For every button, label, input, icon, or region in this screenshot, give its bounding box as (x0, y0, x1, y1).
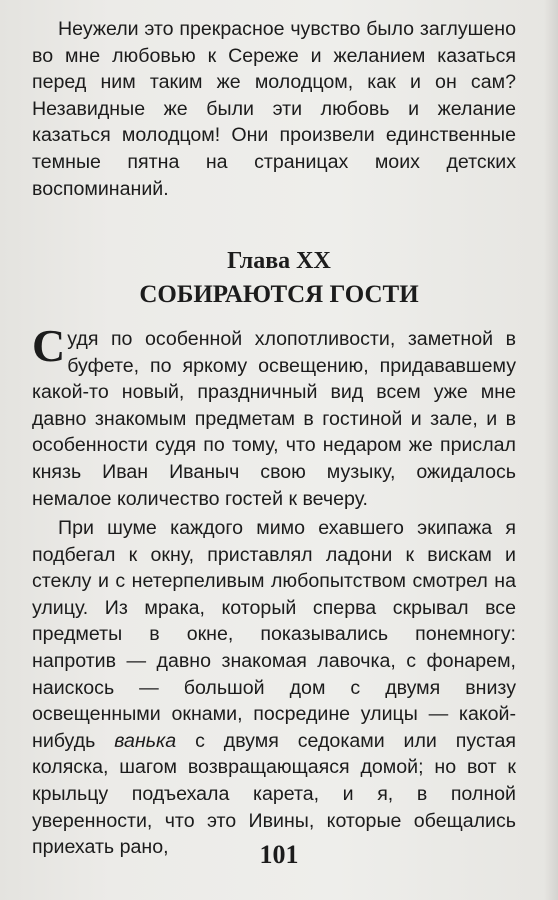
paragraph-2 (32, 320, 516, 512)
page-edge-shadow (544, 0, 558, 900)
paragraph-3-text-start: При шуме каждого мимо ехавшего экипажа я подбегал к окну, приставлял ладони к вискам и стеклу и с нетерпеливым любопытством смотрел на улицу. Из мрака, который сперва скрывал все предметы в окне, показывались понемногу: напротив — давно знакомая лавочка, с фонарем, наискось — большой дом с двумя внизу освещенными окнами, посредине улицы — какой-нибудь (32, 517, 516, 752)
paragraph-1: Неужели это прекрасное чувство было заглушено во мне любовью к Сереже и желанием казаться перед ним таким же молодцом, как и он сам? Незавидные же были эти любовь и желание казаться молодцом! Они произвели единственные темные пятна на страницах моих детских воспоминаний. (32, 18, 516, 200)
chapter-title: СОБИРАЮТСЯ ГОСТИ (139, 281, 419, 308)
italic-word: ванька (114, 729, 177, 752)
chapter-number: Глава XX (227, 248, 331, 274)
page-number: 101 (259, 840, 299, 869)
paragraph-3 (32, 515, 516, 861)
paragraph-3-text-end: с двумя седоками или пустая коляска, шагом возвращающаяся домой; но вот к крыльцу подъехала карета, и я, в полной уверенности, что это Ивины, которые обещались приехать рано, (32, 729, 517, 859)
drop-cap: С (32, 320, 66, 371)
paragraph-2-text: удя по особенной хлопотливости, заметной в буфете, по яркому освещению, придававшему какой-то новый, праздничный вид всем уже мне давно знакомым предметам в гостиной и зале, и в особенности судя по тому, что недаром же прислал князь Иван Иваныч свою музыку, ожидалось немалое количество гостей к вечеру. (32, 328, 516, 510)
